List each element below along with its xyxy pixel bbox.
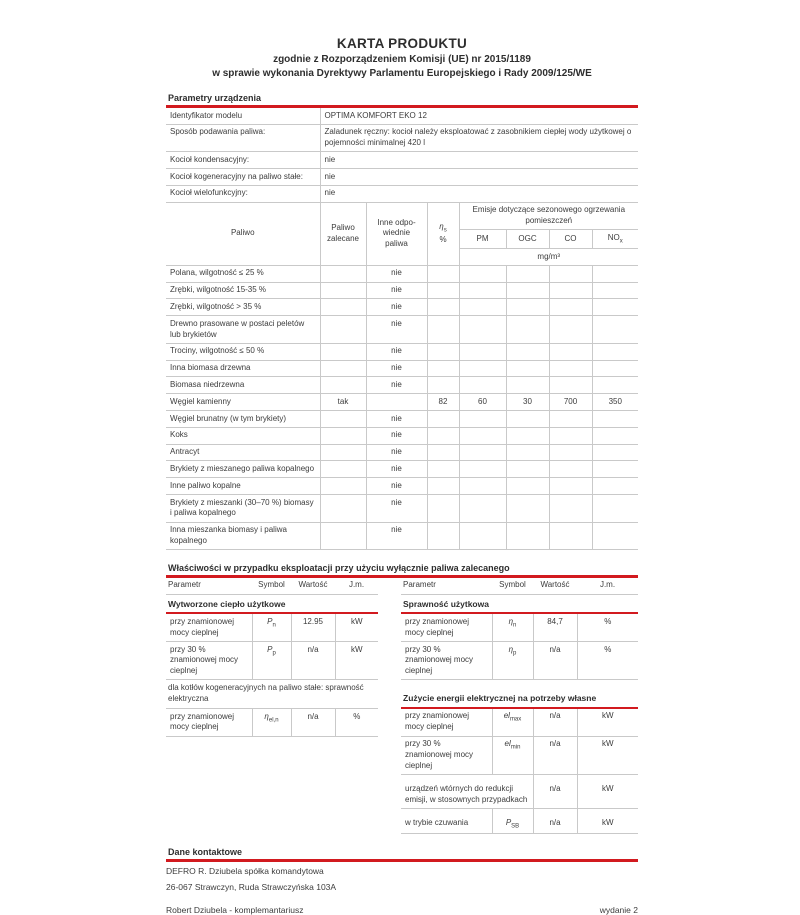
fuel-zalecane-value: tak [320,394,366,411]
fuel-row [166,343,638,360]
property-unit: kW [577,809,638,834]
property-symbol: $P_n$ [252,613,291,641]
device-parameters-table [166,108,638,203]
fuel-label: Zrębki, wilgotność > 35 % [166,299,320,316]
fuel-pm-value: 60 [459,394,506,411]
fuel-col-pm: PM [459,230,506,249]
product-card-page [166,36,638,915]
col-symbol: Symbol [252,578,291,594]
property-label: przy 30 % znamionowej mocy cieplnej [401,736,492,774]
page-subtitle-line2: w sprawie wykonania Dyrektywy Parlamentu Europejskiego i Rady 2009/125/WE [212,68,592,79]
property-row [166,709,378,737]
document-footer [166,905,638,915]
fuel-inne-value: nie [366,343,427,360]
fuel-row [166,495,638,523]
property-value: 12.95 [291,613,335,641]
fuel-col-inne: Inne odpowiednie paliwa [366,203,427,266]
property-value: n/a [533,736,577,774]
param-value: OPTIMA KOMFORT EKO 12 [320,108,638,124]
fuel-label: Polana, wilgotność ≤ 25 % [166,265,320,282]
spacer-row [401,680,638,690]
fuel-label: Brykiety z mieszanego paliwa kopalnego [166,461,320,478]
property-row [401,774,638,808]
property-value: n/a [291,709,335,737]
property-symbol: $\eta_p$ [492,642,533,680]
fuel-emissions-unit: mg/m³ [459,249,638,266]
fuel-row [166,316,638,344]
fuel-inne-value: nie [366,427,427,444]
property-unit: % [335,709,378,737]
property-label: w trybie czuwania [401,809,492,834]
fuel-label: Trociny, wilgotność ≤ 50 % [166,343,320,360]
param-value: Zaladunek ręczny: kocioł należy eksploatować z zasobnikiem ciepłej wody użytkowej o pojemności minimalnej 420 l [320,124,638,152]
property-row [166,613,378,641]
property-value: 84,7 [533,613,577,641]
property-table-header [166,578,378,594]
fuel-eta-value: 82 [427,394,459,411]
property-row [401,613,638,641]
fuel-inne-value: nie [366,360,427,377]
fuel-label: Inna mieszanka biomasy i paliwa kopalnego [166,522,320,550]
contact-address: 26-067 Strawczyn, Ruda Strawczyńska 103A [166,881,337,892]
fuel-ogc-value: 30 [506,394,549,411]
fuel-label: Biomasa niedrzewna [166,377,320,394]
section-heading-wlasciwosci: Właściwości w przypadku eksploatacji przy użyciu wyłącznie paliwa zalecanego [166,563,638,578]
param-row [166,124,638,152]
section-heading-parametry: Parametry urządzenia [166,93,638,108]
property-unit: kW [577,708,638,736]
property-label: przy znamionowej mocy cieplnej [166,709,252,737]
property-value: n/a [533,708,577,736]
fuel-col-eta [427,203,459,266]
edition-label: wydanie 2 [599,904,638,915]
contact-person: Robert Dziubela - komplemantariusz [166,904,304,915]
fuel-label: Węgiel brunatny (w tym brykiety) [166,411,320,428]
fuel-emissions-table [166,203,638,550]
property-unit: kW [335,613,378,641]
property-symbol: $el_{min}$ [492,736,533,774]
fuel-row [166,265,638,282]
fuel-row [166,478,638,495]
property-row [401,642,638,680]
property-label: przy znamionowej mocy cieplnej [401,613,492,641]
property-value: n/a [291,642,335,680]
fuel-label: Węgiel kamienny [166,394,320,411]
param-label: Kocioł wielofunkcyjny: [166,185,320,202]
property-symbol: $\eta_n$ [492,613,533,641]
param-value: nie [320,152,638,169]
fuel-row [166,522,638,550]
fuel-inne-value: nie [366,478,427,495]
col-wartosc: Wartość [533,578,577,594]
property-unit: kW [577,774,638,808]
property-label: przy znamionowej mocy cieplnej [401,708,492,736]
property-table-header [401,578,638,594]
document-header [166,36,638,79]
property-value: n/a [533,774,577,808]
eta-symbol: $\eta_s$ [439,222,447,234]
fuel-label: Antracyt [166,444,320,461]
property-label: przy znamionowej mocy cieplnej [166,613,252,641]
property-unit: % [577,613,638,641]
fuel-inne-value: nie [366,522,427,550]
property-unit: kW [335,642,378,680]
properties-columns [166,578,638,834]
fuel-col-zalecane: Paliwo zalecane [320,203,366,266]
property-label: przy 30 % znamionowej mocy cieplnej [401,642,492,680]
fuel-nox-value: 350 [592,394,638,411]
fuel-label: Zrębki, wilgotność 15-35 % [166,282,320,299]
property-row [166,642,378,680]
property-label: urządzeń wtórnych do redukcji emisji, w stosownych przypadkach [401,774,533,808]
fuel-row [166,427,638,444]
fuel-inne-value: nie [366,444,427,461]
fuel-row [166,377,638,394]
property-unit: % [577,642,638,680]
fuel-inne-value: nie [366,411,427,428]
param-row [166,152,638,169]
subheading-zuzycie-energii: Zużycie energii elektrycznej na potrzeby własne [401,689,638,707]
fuel-inne-value: nie [366,495,427,523]
fuel-inne-value: nie [366,377,427,394]
heat-output-table [166,578,378,736]
fuel-col-paliwo: Paliwo [166,203,320,266]
property-value: n/a [533,642,577,680]
param-row [166,169,638,186]
fuel-col-emisje: Emisje dotyczące sezonowego ogrzewania pomieszczeń [459,203,638,230]
fuel-label: Brykiety z mieszanki (30–70 %) biomasy i paliwa kopalnego [166,495,320,523]
property-row [401,736,638,774]
property-value: n/a [533,809,577,834]
section-heading-dane-kontaktowe: Dane kontaktowe [166,847,638,862]
fuel-row-wegiel-kamienny [166,394,638,411]
param-row [166,108,638,124]
col-wartosc: Wartość [291,578,335,594]
cogeneration-note: dla kotłów kogeneracyjnych na paliwo stałe: sprawność elektryczna [166,680,378,709]
eta-unit: % [439,234,447,244]
fuel-inne-value: nie [366,265,427,282]
property-symbol: $\eta_{el,n}$ [252,709,291,737]
param-label: Sposób podawania paliwa: [166,124,320,152]
fuel-label: Koks [166,427,320,444]
col-parametr: Parametr [166,578,252,594]
page-title: KARTA PRODUKTU [336,36,468,51]
col-symbol: Symbol [492,578,533,594]
property-symbol: $el_{max}$ [492,708,533,736]
fuel-label: Inna biomasa drzewna [166,360,320,377]
subheading-wytworzone-cieplo: Wytworzone ciepło użytkowe [166,595,378,614]
param-label: Identyfikator modelu [166,108,320,124]
fuel-label: Inne paliwo kopalne [166,478,320,495]
property-row [401,708,638,736]
col-parametr: Parametr [401,578,492,594]
property-unit: kW [577,736,638,774]
fuel-col-ogc: OGC [506,230,549,249]
fuel-row [166,282,638,299]
fuel-inne-value: nie [366,316,427,344]
fuel-row [166,411,638,428]
property-row [401,809,638,834]
fuel-row [166,461,638,478]
param-value: nie [320,185,638,202]
property-label: przy 30 % znamionowej mocy cieplnej [166,642,252,680]
subheading-sprawnosc: Sprawność użytkowa [401,595,638,614]
fuel-row [166,444,638,461]
page-subtitle-line1: zgodnie z Rozporządzeniem Komisji (UE) nr 2015/1189 [273,54,531,65]
fuel-inne-value: nie [366,282,427,299]
param-label: Kocioł kogeneracyjny na paliwo stałe: [166,169,320,186]
fuel-inne-value: nie [366,461,427,478]
efficiency-table [401,578,638,834]
property-symbol: $P_p$ [252,642,291,680]
param-row [166,185,638,202]
fuel-col-nox: $NO_x$ [592,230,638,249]
fuel-header-row [166,203,638,230]
fuel-col-co: CO [549,230,592,249]
fuel-row [166,360,638,377]
fuel-label: Drewno prasowane w postaci peletów lub brykietów [166,316,320,344]
fuel-co-value: 700 [549,394,592,411]
col-jm: J.m. [335,578,378,594]
col-jm: J.m. [577,578,638,594]
property-symbol: $P_{SB}$ [492,809,533,834]
param-label: Kocioł kondensacyjny: [166,152,320,169]
fuel-inne-value: nie [366,299,427,316]
param-value: nie [320,169,638,186]
contact-company: DEFRO R. Dziubela spółka komandytowa [166,866,324,877]
fuel-row [166,299,638,316]
